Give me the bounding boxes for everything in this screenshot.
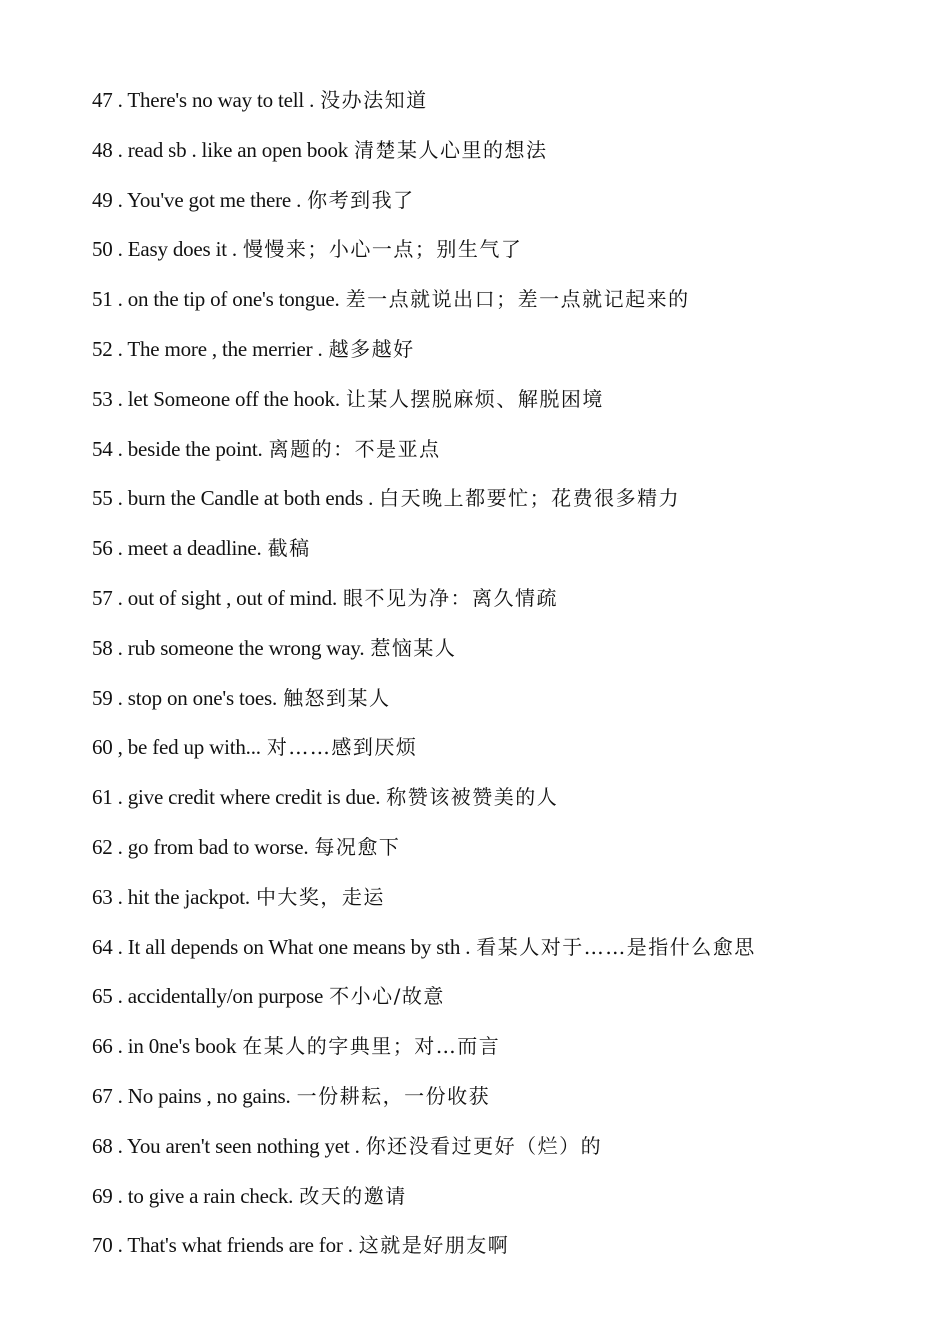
phrase-chinese: 触怒到某人 (283, 685, 391, 710)
phrase-entry-56 (92, 530, 932, 580)
phrase-english: 48 . read sb . like an open book (92, 137, 349, 162)
phrase-english: 61 . give credit where credit is due. (92, 785, 381, 810)
phrase-entry-69 (92, 1178, 932, 1228)
phrase-entry-60 (92, 729, 932, 779)
phrase-chinese: 中大奖，走运 (255, 884, 385, 909)
phrase-entry-63 (92, 879, 932, 929)
phrase-chinese: 没办法知道 (320, 88, 428, 112)
phrase-chinese: 称赞该被赞美的人 (386, 785, 559, 810)
phrase-chinese: 看某人对于……是指什么愈思 (476, 934, 756, 959)
phrase-english: 66 . in 0ne's book (92, 1034, 237, 1059)
phrase-entry-52 (92, 331, 932, 381)
phrase-chinese: 越多越好 (328, 336, 415, 361)
phrase-english: 69 . to give a rain check. (92, 1183, 294, 1208)
phrase-english: 50 . Easy does it . (92, 237, 237, 262)
phrase-chinese: 清楚某人心里的想法 (354, 137, 548, 162)
phrase-entry-70 (92, 1227, 932, 1277)
phrase-english: 57 . out of sight , out of mind. (92, 585, 338, 610)
phrase-english: 65 . accidentally/on purpose (92, 984, 324, 1009)
phrase-english: 54 . beside the point. (92, 436, 263, 461)
phrase-entry-55 (92, 480, 932, 530)
phrase-english: 64 . It all depends on What one means by sth . (92, 934, 471, 959)
phrase-chinese: 离题的：不是亚点 (268, 436, 441, 461)
phrase-entry-57 (92, 580, 932, 630)
phrase-english: 56 . meet a deadline. (92, 536, 262, 561)
phrase-entry-64 (92, 929, 932, 979)
phrase-chinese: 截稿 (267, 536, 311, 561)
phrase-chinese: 你考到我了 (307, 187, 415, 212)
phrase-english: 55 . burn the Candle at both ends . (92, 486, 374, 511)
phrase-entry-50 (92, 231, 932, 281)
phrase-chinese: 改天的邀请 (299, 1183, 407, 1208)
phrase-entry-65 (92, 978, 932, 1028)
phrase-english: 67 . No pains , no gains. (92, 1083, 291, 1108)
phrase-chinese: 这就是好朋友啊 (358, 1233, 510, 1258)
phrase-english: 51 . on the tip of one's tongue. (92, 287, 340, 312)
phrase-english: 49 . You've got me there . (92, 187, 302, 212)
phrase-english: 47 . There's no way to tell . (92, 88, 315, 112)
phrase-chinese: 眼不见为净：离久情疏 (343, 585, 559, 610)
phrase-chinese: 白天晚上都要忙；花费很多精力 (379, 486, 681, 511)
phrase-chinese: 对……感到厌烦 (266, 735, 418, 760)
phrase-chinese: 每况愈下 (314, 834, 401, 859)
phrase-chinese: 差一点就说出口；差一点就记起来的 (345, 287, 690, 312)
phrase-english: 52 . The more , the merrier . (92, 336, 323, 361)
phrase-chinese: 不小心/故意 (329, 984, 445, 1009)
phrase-entry-53 (92, 381, 932, 431)
phrase-chinese: 你还没看过更好（烂）的 (365, 1133, 603, 1158)
phrase-entry-67 (92, 1078, 932, 1128)
phrase-entry-62 (92, 829, 932, 879)
phrase-english: 70 . That's what friends are for . (92, 1233, 353, 1258)
phrase-entry-59 (92, 680, 932, 730)
phrase-entry-58 (92, 630, 932, 680)
phrase-chinese: 一份耕耘，一份收获 (296, 1083, 491, 1108)
phrase-list (92, 82, 932, 1277)
phrase-entry-51 (92, 281, 932, 331)
phrase-entry-48 (92, 132, 932, 182)
phrase-entry-47 (92, 82, 932, 132)
phrase-english: 63 . hit the jackpot. (92, 884, 250, 909)
phrase-english: 53 . let Someone off the hook. (92, 386, 340, 411)
phrase-entry-54 (92, 431, 932, 481)
phrase-english: 68 . You aren't seen nothing yet . (92, 1133, 360, 1158)
phrase-english: 60 , be fed up with... (92, 735, 261, 760)
phrase-english: 59 . stop on one's toes. (92, 685, 278, 710)
phrase-english: 62 . go from bad to worse. (92, 834, 309, 859)
phrase-entry-49 (92, 182, 932, 232)
phrase-chinese: 惹恼某人 (370, 635, 457, 660)
phrase-entry-61 (92, 779, 932, 829)
phrase-english: 58 . rub someone the wrong way. (92, 635, 365, 660)
phrase-entry-66 (92, 1028, 932, 1078)
phrase-chinese: 在某人的字典里；对…而言 (242, 1034, 501, 1059)
phrase-chinese: 慢慢来；小心一点；别生气了 (242, 237, 523, 262)
phrase-entry-68 (92, 1128, 932, 1178)
phrase-chinese: 让某人摆脱麻烦、解脱困境 (345, 386, 604, 411)
